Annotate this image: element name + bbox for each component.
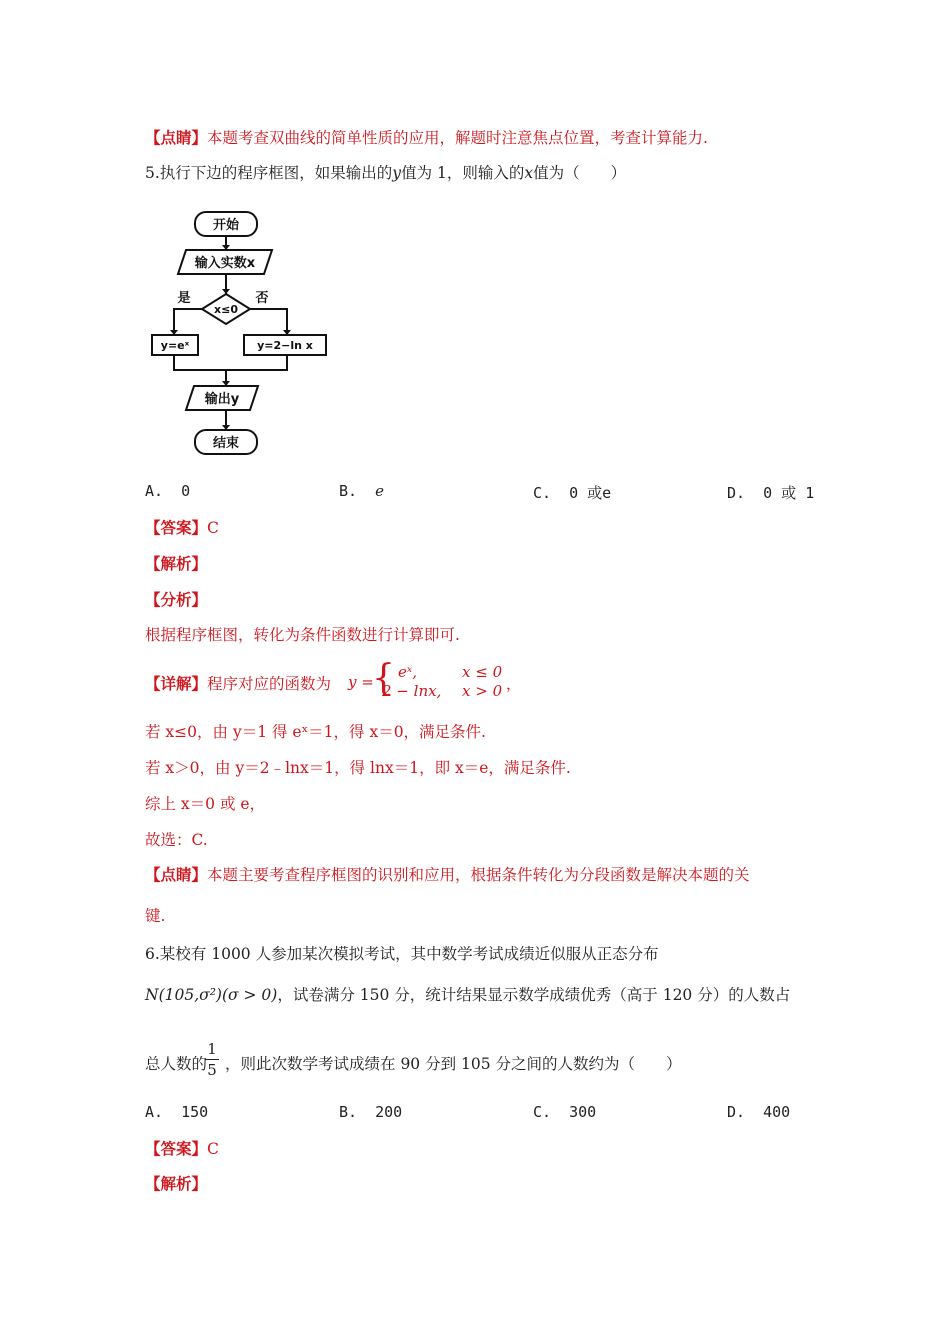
q5-option-d[interactable] <box>727 482 814 503</box>
comment-tag: 【点睛】 <box>145 865 208 884</box>
flow-right-label: y=2−ln x <box>257 339 313 352</box>
q5-line3: 综上 x＝0 或 e， <box>145 795 266 813</box>
comment-text: 本题考查双曲线的简单性质的应用，解题时注意焦点位置，考查计算能力. <box>207 129 708 147</box>
option-label: A. <box>145 1103 164 1121</box>
comment-tag: 【点睛】 <box>145 128 208 147</box>
option-label: D. <box>727 1103 746 1121</box>
flow-input-label: 输入实数x <box>194 256 256 271</box>
q6-stem-b <box>145 984 790 1006</box>
flow-start-label: 开始 <box>212 218 240 233</box>
option-value: e <box>375 482 385 500</box>
q5-option-a[interactable] <box>145 482 190 500</box>
flow-output-label: 输出y <box>204 392 240 407</box>
piece-tail: ， <box>506 675 522 693</box>
option-label: C. <box>533 484 552 502</box>
fraction-one-fifth <box>205 1040 219 1079</box>
option-value: 200 <box>375 1103 403 1121</box>
q5-stem <box>145 162 626 184</box>
piece-row1-cond: x ≤ 0 <box>462 663 503 681</box>
q5-stem-part: 值为 1，则输入的 <box>401 164 525 182</box>
q5-fenxi-tag: 【分析】 <box>145 590 208 609</box>
q6-answer <box>145 1138 219 1160</box>
program-flowchart <box>140 200 340 465</box>
piece-brace: { <box>372 658 395 699</box>
q5-var-y: y <box>392 164 402 182</box>
comment-text: 本题主要考查程序框图的识别和应用，根据条件转化为分段函数是解决本题的关 <box>207 866 750 884</box>
option-value: 300 <box>569 1103 597 1121</box>
piece-row2-cond: x > 0 <box>462 682 503 700</box>
answer-tag: 【答案】 <box>145 518 208 537</box>
q5-stem-part: 值为（ ） <box>533 164 627 182</box>
frac-numerator: 1 <box>207 1040 217 1058</box>
flow-yes-label: 是 <box>177 291 191 306</box>
q4-comment <box>145 127 708 149</box>
q6-option-d[interactable] <box>727 1103 790 1121</box>
q5-comment <box>145 864 750 886</box>
q6-option-b[interactable] <box>339 1103 402 1121</box>
q6-math: N(105,σ²)(σ > 0) <box>145 986 278 1004</box>
answer-value: C <box>207 1140 219 1158</box>
q6-option-c[interactable] <box>533 1103 596 1121</box>
q6-stem-c <box>145 1053 682 1075</box>
option-value: 150 <box>181 1103 209 1121</box>
q5-option-c[interactable] <box>533 482 611 503</box>
option-label: A. <box>145 482 164 500</box>
flow-cond-label: x≤0 <box>214 303 238 316</box>
q6-analysis-tag: 【解析】 <box>145 1174 208 1193</box>
q6-stem-part: 总人数的 <box>145 1055 208 1073</box>
detail-tag: 【详解】 <box>145 674 208 693</box>
q6-stem-part: ，试卷满分 150 分，统计结果显示数学成绩优秀（高于 120 分）的人数占 <box>277 986 791 1004</box>
option-label: D. <box>727 484 746 502</box>
q5-answer <box>145 517 219 539</box>
flow-left-label: y=eˣ <box>160 339 190 352</box>
q5-option-b[interactable] <box>339 482 384 500</box>
option-label: B. <box>339 1103 358 1121</box>
q5-fenxi-text: 根据程序框图，转化为条件函数进行计算即可. <box>145 626 460 644</box>
option-value: 0 或 1 <box>763 484 815 502</box>
q5-comment-cont: 键. <box>145 907 166 925</box>
q5-analysis-tag: 【解析】 <box>145 554 208 573</box>
piece-lhs: y = <box>348 673 374 691</box>
piece-row2-expr: 2 − lnx, <box>382 682 442 700</box>
option-label: C. <box>533 1103 552 1121</box>
answer-value: C <box>207 519 219 537</box>
option-value: 0 或e <box>569 484 612 502</box>
flow-end-label: 结束 <box>212 436 240 451</box>
q5-line2: 若 x＞0，由 y＝2﹣lnx＝1，得 lnx＝1，即 x＝e，满足条件. <box>145 759 571 777</box>
answer-tag: 【答案】 <box>145 1139 208 1158</box>
q6-stem-part: ，则此次数学考试成绩在 90 分到 105 分之间的人数约为（ ） <box>225 1055 682 1073</box>
q5-stem-part: 5.执行下边的程序框图，如果输出的 <box>145 164 393 182</box>
q5-detail <box>145 673 331 695</box>
q5-line4: 故选：C. <box>145 831 208 849</box>
flow-no-label: 否 <box>255 291 269 306</box>
frac-denominator: 5 <box>207 1061 217 1079</box>
q6-option-a[interactable] <box>145 1103 208 1121</box>
detail-text: 程序对应的函数为 <box>207 675 332 693</box>
option-value: 0 <box>181 482 191 500</box>
option-value: 400 <box>763 1103 791 1121</box>
option-label: B. <box>339 482 358 500</box>
q5-line1: 若 x≤0，由 y＝1 得 eˣ＝1，得 x＝0，满足条件. <box>145 723 486 741</box>
q5-var-x: x <box>524 164 534 182</box>
piece-row1-expr: eˣ, <box>398 663 417 681</box>
q6-stem-a: 6.某校有 1000 人参加某次模拟考试，其中数学考试成绩近似服从正态分布 <box>145 945 659 963</box>
